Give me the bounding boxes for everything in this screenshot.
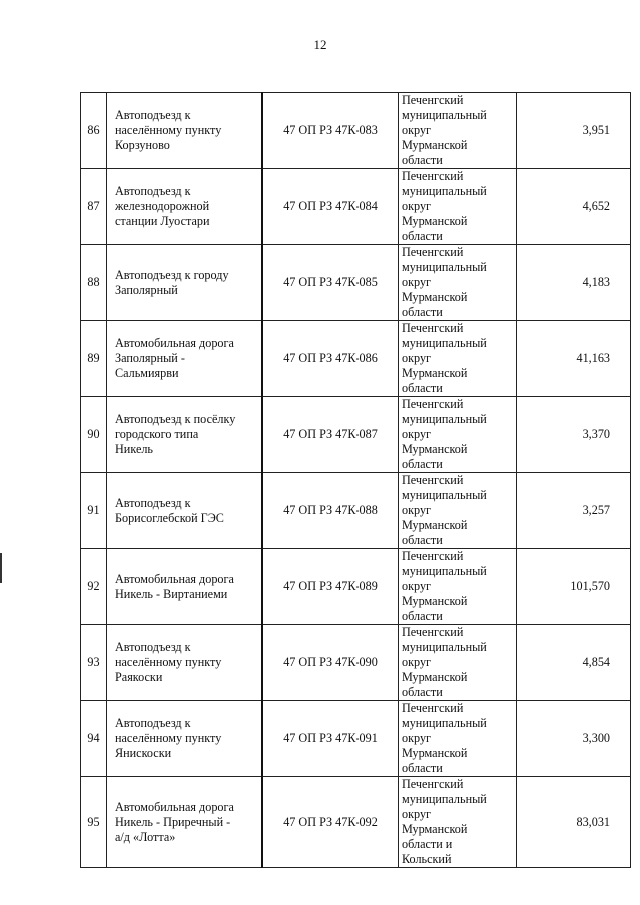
row-number-cell: 87 <box>81 169 107 245</box>
row-number-cell: 93 <box>81 625 107 701</box>
municipality-line: Печенгский <box>402 701 464 715</box>
municipality-line: муниципальный <box>402 564 487 578</box>
road-name-line: Автоподъезд к <box>115 184 191 198</box>
table-row <box>81 473 631 549</box>
municipality-line: Мурманской <box>402 366 468 380</box>
road-name-line: населённому пункту <box>115 123 222 137</box>
row-number-cell: 95 <box>81 777 107 868</box>
length-km-cell: 41,163 <box>517 321 631 397</box>
length-km-cell: 83,031 <box>517 777 631 868</box>
municipality-line: Печенгский <box>402 321 464 335</box>
municipality-line: муниципальный <box>402 716 487 730</box>
length-km-cell: 3,370 <box>517 397 631 473</box>
municipality-line: Мурманской <box>402 214 468 228</box>
municipality-line: Мурманской <box>402 290 468 304</box>
table-row <box>81 93 631 169</box>
row-number-cell: 94 <box>81 701 107 777</box>
municipality-line: округ <box>402 427 432 441</box>
municipality-line: Мурманской <box>402 138 468 152</box>
table-row <box>81 397 631 473</box>
road-name-line: населённому пункту <box>115 731 222 745</box>
row-number-cell: 90 <box>81 397 107 473</box>
municipality-line: области и <box>402 837 453 851</box>
municipality-line: муниципальный <box>402 260 487 274</box>
road-name-line: Автоподъезд к <box>115 495 191 510</box>
road-name-line: Заполярный - <box>115 351 185 365</box>
municipality-line: округ <box>402 123 432 137</box>
road-name-line: Янискоски <box>115 746 172 760</box>
municipality-cell <box>399 625 517 701</box>
municipality-line: муниципальный <box>402 336 487 350</box>
municipality-line: Печенгский <box>402 777 464 791</box>
row-number-cell: 88 <box>81 245 107 321</box>
roads-table <box>80 92 631 868</box>
road-name-line: Автомобильная дорога <box>115 571 234 586</box>
municipality-line: Печенгский <box>402 549 464 563</box>
municipality-line: Печенгский <box>402 473 464 487</box>
road-name-line: станции Луостари <box>115 214 210 228</box>
municipality-line: Мурманской <box>402 822 468 836</box>
table-row <box>81 625 631 701</box>
municipality-cell <box>399 473 517 549</box>
road-name-cell <box>107 701 263 777</box>
municipality-cell <box>399 549 517 625</box>
municipality-line: муниципальный <box>402 640 487 654</box>
municipality-line: области <box>402 381 443 395</box>
road-name-line: Автоподъезд к городу <box>115 267 229 282</box>
municipality-line: Мурманской <box>402 594 468 608</box>
municipality-line: округ <box>402 275 432 289</box>
road-name-line: Никель <box>115 442 153 456</box>
road-name-cell <box>107 625 263 701</box>
municipality-line: Мурманской <box>402 518 468 532</box>
road-name-line: железнодорожной <box>115 199 210 213</box>
road-code-cell: 47 ОП РЗ 47К-084 <box>262 169 399 245</box>
municipality-line: округ <box>402 807 432 821</box>
length-km-cell: 4,652 <box>517 169 631 245</box>
road-code-cell: 47 ОП РЗ 47К-088 <box>262 473 399 549</box>
road-name-cell <box>107 245 263 321</box>
municipality-cell <box>399 397 517 473</box>
road-code-cell: 47 ОП РЗ 47К-085 <box>262 245 399 321</box>
table-row <box>81 701 631 777</box>
road-name-line: Никель - Приречный - <box>115 814 231 829</box>
road-name-cell <box>107 397 263 473</box>
page-number: 12 <box>313 37 327 52</box>
road-name-line: Корзуново <box>115 138 170 152</box>
roads-table-body <box>81 93 631 868</box>
municipality-line: области <box>402 609 443 623</box>
road-code-cell: 47 ОП РЗ 47К-090 <box>262 625 399 701</box>
road-name-line: Автомобильная дорога <box>115 336 234 350</box>
municipality-line: области <box>402 305 443 319</box>
municipality-line: Печенгский <box>402 93 464 107</box>
length-km-cell: 101,570 <box>517 549 631 625</box>
municipality-line: Мурманской <box>402 442 468 456</box>
municipality-line: муниципальный <box>402 108 487 122</box>
table-row <box>81 549 631 625</box>
road-name-line: Сальмиярви <box>115 366 179 380</box>
municipality-cell <box>399 169 517 245</box>
road-code-cell: 47 ОП РЗ 47К-087 <box>262 397 399 473</box>
municipality-line: области <box>402 457 443 471</box>
road-name-line: Автоподъезд к <box>115 716 191 730</box>
municipality-cell <box>399 245 517 321</box>
length-km-cell: 4,183 <box>517 245 631 321</box>
road-name-line: а/д «Лотта» <box>115 829 176 844</box>
road-name-line: населённому пункту <box>115 655 222 669</box>
municipality-line: муниципальный <box>402 792 487 806</box>
municipality-line: муниципальный <box>402 184 487 198</box>
road-code-cell: 47 ОП РЗ 47К-083 <box>262 93 399 169</box>
road-name-line: Борисоглебской ГЭС <box>115 510 224 525</box>
road-name-cell <box>107 473 263 549</box>
municipality-line: округ <box>402 503 432 517</box>
municipality-line: муниципальный <box>402 488 487 502</box>
length-km-cell: 3,300 <box>517 701 631 777</box>
length-km-cell: 3,951 <box>517 93 631 169</box>
road-code-cell: 47 ОП РЗ 47К-086 <box>262 321 399 397</box>
municipality-line: области <box>402 533 443 547</box>
municipality-line: Мурманской <box>402 746 468 760</box>
road-name-cell <box>107 321 263 397</box>
road-name-cell <box>107 777 263 868</box>
road-name-line: Автоподъезд к посёлку <box>115 412 236 426</box>
municipality-cell <box>399 93 517 169</box>
municipality-line: области <box>402 153 443 167</box>
municipality-line: Печенгский <box>402 245 464 259</box>
municipality-line: Мурманской <box>402 670 468 684</box>
municipality-line: округ <box>402 655 432 669</box>
municipality-line: области <box>402 229 443 243</box>
municipality-line: Кольский <box>402 852 452 866</box>
row-number-cell: 91 <box>81 473 107 549</box>
municipality-line: Печенгский <box>402 397 464 411</box>
road-name-line: Автоподъезд к <box>115 108 191 122</box>
road-name-line: городского типа <box>115 427 199 441</box>
road-name-cell <box>107 169 263 245</box>
length-km-cell: 3,257 <box>517 473 631 549</box>
row-number-cell: 92 <box>81 549 107 625</box>
road-name-line: Заполярный <box>115 282 178 297</box>
row-number-cell: 86 <box>81 93 107 169</box>
road-code-cell: 47 ОП РЗ 47К-089 <box>262 549 399 625</box>
table-row <box>81 169 631 245</box>
municipality-cell <box>399 321 517 397</box>
road-name-line: Никель - Виртаниеми <box>115 586 228 601</box>
road-name-line: Раякоски <box>115 670 163 684</box>
road-name-cell <box>107 93 263 169</box>
scan-margin-mark <box>0 553 2 583</box>
table-row <box>81 321 631 397</box>
municipality-line: области <box>402 685 443 699</box>
municipality-line: Печенгский <box>402 625 464 639</box>
municipality-line: округ <box>402 731 432 745</box>
municipality-cell <box>399 701 517 777</box>
road-code-cell: 47 ОП РЗ 47К-092 <box>262 777 399 868</box>
municipality-cell <box>399 777 517 868</box>
table-row <box>81 245 631 321</box>
road-name-line: Автомобильная дорога <box>115 799 234 814</box>
municipality-line: округ <box>402 351 432 365</box>
municipality-line: муниципальный <box>402 412 487 426</box>
length-km-cell: 4,854 <box>517 625 631 701</box>
municipality-line: округ <box>402 579 432 593</box>
municipality-line: округ <box>402 199 432 213</box>
table-row <box>81 777 631 868</box>
road-name-line: Автоподъезд к <box>115 640 191 654</box>
row-number-cell: 89 <box>81 321 107 397</box>
municipality-line: Печенгский <box>402 169 464 183</box>
road-code-cell: 47 ОП РЗ 47К-091 <box>262 701 399 777</box>
road-name-cell <box>107 549 263 625</box>
municipality-line: области <box>402 761 443 775</box>
